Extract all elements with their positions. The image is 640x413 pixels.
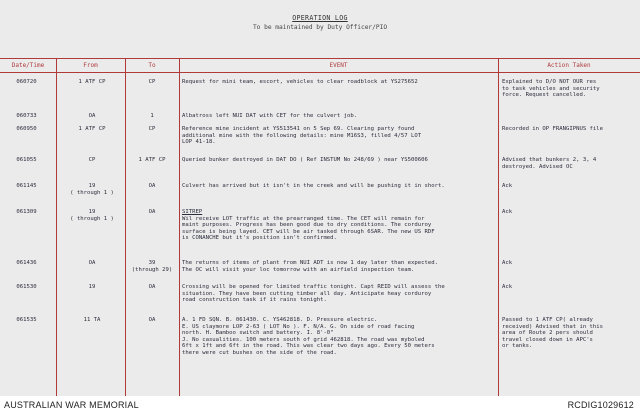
entry-event-block — [182, 209, 500, 242]
entry-from: 19 — [88, 284, 96, 290]
entry-action: Recorded in OP FRANGIPNUS file — [502, 126, 604, 132]
entry-from: OA — [88, 260, 96, 266]
entry-action: Explained to D/O NOT OUR res to task vehicles and security force. Request cancelled. — [502, 79, 600, 99]
entry-from: CP — [88, 157, 96, 163]
entry-datetime: 061436 — [16, 260, 37, 266]
entry-datetime: 060950 — [16, 126, 37, 132]
entry-datetime: 061055 — [16, 157, 37, 163]
entry-to: OA — [148, 183, 156, 189]
entry-datetime: 061145 — [16, 183, 37, 189]
sitrep-heading: SITREP — [182, 209, 203, 215]
header-rule-bottom — [0, 72, 640, 73]
entry-to: 1 — [150, 113, 154, 119]
column-header-datetime: Date/Time — [11, 62, 45, 69]
entry-datetime: 061535 — [16, 317, 37, 323]
entry-from: 1 ATF CP — [78, 79, 106, 85]
entry-datetime: 061530 — [16, 284, 37, 290]
entry-from: 19 ( through 1 ) — [70, 183, 114, 196]
archive-name: AUSTRALIAN WAR MEMORIAL — [4, 400, 139, 410]
archive-footer — [0, 397, 640, 413]
column-divider — [125, 58, 126, 396]
page-title: OPERATION LOG — [292, 14, 348, 22]
column-divider — [56, 58, 57, 396]
header-rule-top — [0, 58, 640, 59]
entry-event: Wil receive LOT traffic at the prearranged time. The CET will remain for maint purposes. Progress has been good due to dry conditions. The corduroy surface is being layed. CET will be air tasked through 6SAR. The new US RDF is CONANCHE but it's position isn't confirmed. — [182, 215, 435, 242]
entry-to: OA — [148, 317, 156, 323]
entry-to: 1 ATF CP — [138, 157, 166, 163]
entry-datetime: 060720 — [16, 79, 37, 85]
entry-from: 19 ( through 1 ) — [70, 209, 114, 222]
entry-event: Crossing will be opened for limited traffic tonight. Capt REID will assess the situation. They have been cutting timber all day. Anticipate heay corduroy road construction task if it rains tonight. — [182, 284, 445, 304]
entry-to: OA — [148, 209, 156, 215]
entry-to: 39 (through 29) — [131, 260, 173, 273]
entry-event: Albatross left NUI DAT with CET for the culvert job. — [182, 113, 358, 119]
entry-event: Culvert has arrived but it isn't in the creek and will be pushing it in short. — [182, 183, 445, 189]
column-header-event: EVENT — [329, 62, 348, 69]
entry-to: OA — [148, 284, 156, 290]
entry-event: Request for mini team, escort, vehicles to clear roadblock at YS275652 — [182, 79, 418, 85]
entry-action: Ack — [502, 209, 513, 215]
entry-to: CP — [148, 79, 156, 85]
entry-action: Passed to 1 ATF CP( already received) Advised that in this area of Route 2 pers should travel closed down in APC's or tanks. — [502, 317, 604, 350]
page-subtitle: To be maintained by Duty Officer/PIO — [252, 24, 388, 31]
entry-from: OA — [88, 113, 96, 119]
column-header-action: Action Taken — [547, 62, 591, 69]
entry-datetime: 061309 — [16, 209, 37, 215]
archive-reference: RCDIG1029612 — [567, 400, 634, 410]
entry-event: Queried bunker destroyed in DAT DO ( Ref INSTUM No 248/69 ) near YS500606 — [182, 157, 428, 163]
entry-action: Ack — [502, 183, 513, 189]
entry-from: 1 ATF CP — [78, 126, 106, 132]
entry-action: Ack — [502, 260, 513, 266]
entry-event: Reference mine incident at YS513541 on 5 Sep 69. Clearing party found additional mine with the following details: mine M16S3, filled 4/57 LOT LOP 41-18. — [182, 126, 422, 146]
entry-to: CP — [148, 126, 156, 132]
entry-action: Ack — [502, 284, 513, 290]
entry-datetime: 060733 — [16, 113, 37, 119]
column-header-from: From — [83, 62, 98, 69]
column-header-to: To — [148, 62, 156, 69]
entry-action: Advised that bunkers 2, 3, 4 destroyed. Advised OC — [502, 157, 597, 170]
entry-event: The returns of items of plant from NUI ADT is now 1 day later than expected. The OC will visit your loc tomorrow with an airfield inspection team. — [182, 260, 438, 273]
entry-event: A. 1 FD SQN. B. 061430. C. YS462818. D. Pressure electric. E. US claymore LOP 2-63 ( LOT No ). F. N/A. G. On side of road facing north. H. Bamboo switch and battery. I. 8'-0" J. No casualities. 100 meters south of grid 462818. The road was myboled 6ft x 1ft and 6ft in the road. This was clear two days ago. Every 50 meters there were cut bushes on the side of the road. — [182, 317, 435, 356]
entry-from: 11 TA — [83, 317, 101, 323]
column-divider — [179, 58, 180, 396]
